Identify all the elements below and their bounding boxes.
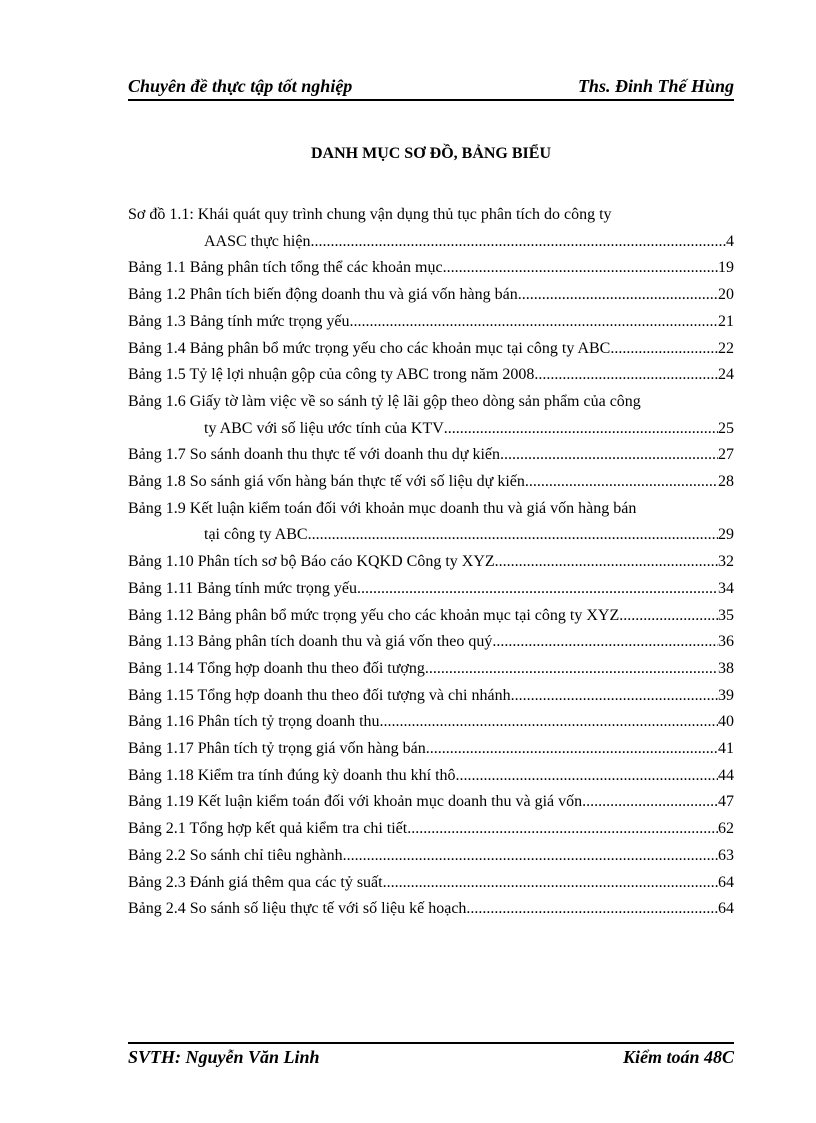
toc-page-number: 22	[718, 339, 734, 357]
toc-entry	[128, 709, 734, 736]
toc-entry	[128, 763, 734, 790]
toc-page-number: 40	[718, 713, 734, 731]
toc-entry-title: Bảng 1.13 Bảng phân tích doanh thu và giá vốn theo quý	[128, 633, 493, 651]
toc-entry-title: Bảng 1.1 Bảng phân tích tổng thể các khoản mục	[128, 259, 443, 277]
toc-page-number: 32	[718, 553, 734, 571]
toc-page-number: 39	[718, 686, 734, 704]
page-footer	[128, 1047, 734, 1071]
dot-leader	[619, 603, 718, 630]
toc-entry-title: Bảng 1.3 Bảng tính mức trọng yếu	[128, 312, 350, 330]
toc-entry-continuation	[128, 416, 734, 443]
toc-entry-title: Bảng 1.19 Kết luận kiểm toán đối với khoản mục doanh thu và giá vốn	[128, 793, 583, 811]
toc-entry-title: Bảng 2.3 Đánh giá thêm qua các tỷ suất	[128, 873, 383, 891]
toc-entry	[128, 336, 734, 363]
footer-student: SVTH: Nguyễn Văn Linh	[128, 1047, 320, 1067]
toc-entry-title: Bảng 2.4 So sánh số liệu thực tế với số liệu kế hoạch	[128, 900, 467, 918]
toc-entry-title-cont: tại công ty ABC	[204, 526, 308, 544]
toc-entry-title: Bảng 1.12 Bảng phân bổ mức trọng yếu cho các khoản mục tại công ty XYZ	[128, 606, 620, 624]
dot-leader	[444, 416, 718, 443]
toc-entry	[128, 549, 734, 576]
toc-entry-title: Bảng 1.7 So sánh doanh thu thực tế với doanh thu dự kiến	[128, 446, 500, 464]
toc-page-number: 62	[718, 820, 734, 838]
dot-leader	[425, 656, 718, 683]
dot-leader	[383, 870, 718, 897]
toc-entry-title: Bảng 2.2 So sánh chỉ tiêu nghành	[128, 846, 343, 864]
dot-leader	[426, 736, 718, 763]
toc-entry-title: Bảng 1.4 Bảng phân bổ mức trọng yếu cho các khoản mục tại công ty ABC	[128, 339, 611, 357]
toc-entry	[128, 469, 734, 496]
toc-page-number: 63	[718, 846, 734, 864]
toc-entry	[128, 656, 734, 683]
dot-leader	[357, 576, 718, 603]
toc-entry	[128, 896, 734, 923]
toc-entry-title: Bảng 1.5 Tỷ lệ lợi nhuận gộp của công ty ABC trong năm 2008	[128, 366, 535, 384]
toc-entry-title: Bảng 1.16 Phân tích tỷ trọng doanh thu	[128, 713, 380, 731]
toc-page-number: 34	[718, 579, 734, 597]
page-title: DANH MỤC SƠ ĐỒ, BẢNG BIỂU	[310, 145, 551, 162]
toc-entry	[128, 816, 734, 843]
toc-entry	[128, 442, 734, 469]
dot-leader	[310, 229, 726, 256]
toc-page-number: 21	[718, 312, 734, 330]
table-of-figures	[128, 202, 734, 923]
toc-entry	[128, 389, 734, 442]
toc-page-number: 27	[718, 446, 734, 464]
dot-leader	[534, 362, 718, 389]
dot-leader	[350, 309, 718, 336]
toc-entry	[128, 789, 734, 816]
dot-leader	[492, 629, 718, 656]
dot-leader	[443, 255, 718, 282]
toc-entry-title: Bảng 2.1 Tổng hợp kết quả kiểm tra chi tiết	[128, 820, 408, 838]
toc-entry-title: Bảng 1.14 Tổng hợp doanh thu theo đối tượng	[128, 659, 425, 677]
toc-page-number: 64	[718, 900, 734, 918]
dot-leader	[610, 336, 718, 363]
toc-entry	[128, 496, 734, 549]
footer-class: Kiểm toán 48C	[622, 1047, 734, 1067]
header-advisor: Ths. Đinh Thế Hùng	[577, 76, 734, 96]
toc-page-number: 4	[726, 232, 734, 250]
toc-entry	[128, 362, 734, 389]
dot-leader	[380, 709, 718, 736]
toc-page-number: 36	[718, 633, 734, 651]
toc-entry-title: Bảng 1.9 Kết luận kiểm toán đối với khoản mục doanh thu và giá vốn hàng bán	[128, 499, 637, 517]
toc-entry	[128, 629, 734, 656]
toc-entry-title-cont: ty ABC với số liệu ước tính của KTV	[204, 419, 444, 437]
toc-entry	[128, 282, 734, 309]
toc-entry-title: Bảng 1.10 Phân tích sơ bộ Báo cáo KQKD Công ty XYZ	[128, 553, 495, 571]
toc-entry	[128, 576, 734, 603]
toc-page-number: 44	[718, 766, 734, 784]
toc-page-number: 38	[718, 659, 734, 677]
toc-page-number: 20	[718, 286, 734, 304]
toc-page-number: 24	[718, 366, 734, 384]
toc-entry-continuation	[128, 229, 734, 256]
footer-divider	[128, 1042, 734, 1044]
toc-entry	[128, 843, 734, 870]
toc-page-number: 64	[718, 873, 734, 891]
toc-entry	[128, 683, 734, 710]
toc-entry	[128, 202, 734, 255]
toc-entry-title: Bảng 1.8 So sánh giá vốn hàng bán thực tế với số liệu dự kiến	[128, 473, 525, 491]
toc-page-number: 47	[718, 793, 734, 811]
toc-entry-title: Bảng 1.18 Kiểm tra tính đúng kỳ doanh thu khí thô	[128, 766, 456, 784]
toc-entry-title-cont: AASC thực hiện	[204, 232, 311, 250]
toc-entry	[128, 870, 734, 897]
dot-leader	[407, 816, 718, 843]
toc-entry-continuation	[128, 522, 734, 549]
toc-entry	[128, 309, 734, 336]
toc-page-number: 35	[718, 606, 734, 624]
toc-entry	[128, 603, 734, 630]
toc-entry-title: Bảng 1.2 Phân tích biến động doanh thu và giá vốn hàng bán	[128, 286, 518, 304]
dot-leader	[511, 683, 718, 710]
toc-entry	[128, 255, 734, 282]
header-doc-title: Chuyên đề thực tập tốt nghiệp	[128, 76, 353, 96]
toc-entry-title: Bảng 1.17 Phân tích tỷ trọng giá vốn hàng bán	[128, 740, 426, 758]
dot-leader	[518, 282, 718, 309]
toc-entry-title: Sơ đồ 1.1: Khái quát quy trình chung vận dụng thủ tục phân tích do công ty	[128, 206, 612, 223]
toc-entry-title: Bảng 1.6 Giấy tờ làm việc về so sánh tỷ lệ lãi gộp theo dòng sản phẩm của công	[128, 392, 641, 410]
toc-entry-title: Bảng 1.15 Tổng hợp doanh thu theo đối tượng và chi nhánh	[128, 686, 511, 704]
page-header	[128, 76, 734, 100]
header-divider	[128, 99, 734, 101]
dot-leader	[466, 896, 718, 923]
toc-page-number: 29	[718, 526, 734, 544]
dot-leader	[495, 549, 718, 576]
dot-leader	[582, 789, 718, 816]
toc-page-number: 41	[718, 740, 734, 758]
toc-page-number: 19	[718, 259, 734, 277]
toc-page-number: 28	[718, 473, 734, 491]
toc-entry-title: Bảng 1.11 Bảng tính mức trọng yếu	[128, 579, 357, 597]
toc-entry	[128, 736, 734, 763]
dot-leader	[308, 522, 718, 549]
dot-leader	[500, 442, 718, 469]
dot-leader	[525, 469, 718, 496]
toc-page-number: 25	[718, 419, 734, 437]
dot-leader	[343, 843, 718, 870]
dot-leader	[456, 763, 718, 790]
